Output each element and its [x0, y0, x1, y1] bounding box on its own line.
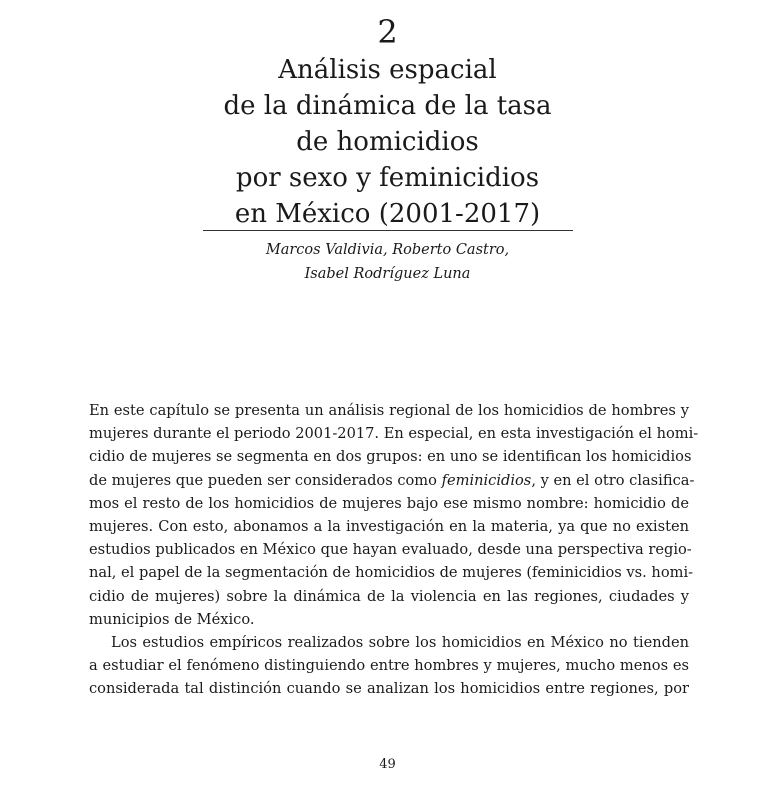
body-line: estudios publicados en México que hayan evaluado, desde una perspectiva regio-: [89, 541, 692, 559]
authors-line: Marcos Valdivia, Roberto Castro,: [265, 242, 510, 258]
page-number: 49: [379, 757, 396, 772]
body-line: cidio de mujeres) sobre la dinámica de la violencia en las regiones, ciudades y: [89, 587, 689, 605]
body-text-run: , y en el otro clasifica-: [531, 471, 695, 489]
emphasis-feminicidios: feminicidios: [441, 471, 532, 489]
chapter-number: 2: [377, 13, 398, 51]
body-line: nal, el papel de la segmentación de homicidios de mujeres (feminicidios vs. homi-: [89, 564, 694, 582]
body-line: municipios de México.: [89, 610, 255, 628]
body-text-run: de mujeres que pueden ser considerados como: [89, 471, 442, 489]
chapter-title-line: Análisis espacial: [278, 55, 497, 85]
body-line: mujeres. Con esto, abonamos a la investigación en la materia, ya que no existen: [89, 518, 689, 536]
title-divider: [203, 230, 573, 231]
authors: [0, 238, 775, 286]
body-line: mujeres durante el periodo 2001-2017. En especial, en esta investigación el homi-: [89, 425, 699, 443]
body-text: [89, 399, 699, 701]
body-line: mos el resto de los homicidios de mujeres bajo ese mismo nombre: homicidio de: [89, 494, 689, 512]
authors-line: Isabel Rodríguez Luna: [304, 266, 471, 282]
paragraph-2: [89, 631, 689, 701]
chapter-title-line: de homicidios: [296, 127, 479, 157]
body-line: Los estudios empíricos realizados sobre los homicidios en México no tienden: [111, 634, 689, 652]
chapter-title-line: de la dinámica de la tasa: [223, 91, 552, 121]
body-line: En este capítulo se presenta un análisis regional de los homicidios de hombres y: [89, 402, 689, 419]
chapter-title-line: en México (2001-2017): [234, 199, 541, 229]
body-line: a estudiar el fenómeno distinguiendo entre hombres y mujeres, mucho menos es: [89, 657, 689, 675]
body-line: [89, 469, 695, 492]
body-line: considerada tal distinción cuando se analizan los homicidios entre regiones, por: [89, 680, 689, 698]
paragraph-1: [89, 399, 699, 631]
chapter-title: [150, 52, 625, 232]
body-line: cidio de mujeres se segmenta en dos grupos: en uno se identifican los homicidios: [89, 448, 692, 466]
chapter-title-line: por sexo y feminicidios: [235, 163, 540, 193]
